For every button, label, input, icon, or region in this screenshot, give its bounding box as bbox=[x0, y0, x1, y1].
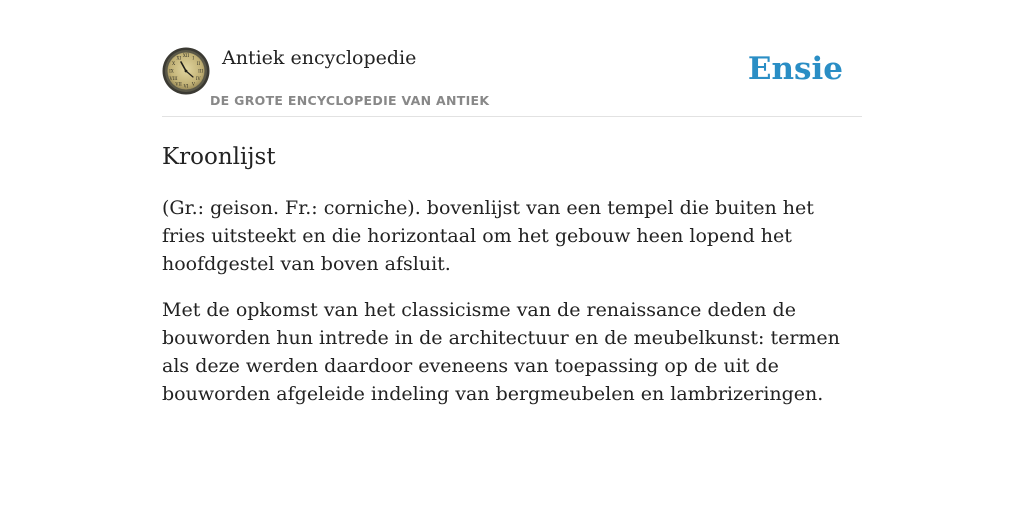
svg-text:I: I bbox=[192, 55, 195, 61]
svg-text:XII: XII bbox=[182, 53, 190, 59]
article bbox=[162, 142, 862, 408]
svg-text:IV: IV bbox=[195, 76, 201, 82]
article-paragraph: Met de opkomst van het classicisme van de renaissance deden de bouworden hun intrede in de architectuur en de meubelkunst: termen als deze werden daardoor eveneens van toepassing op de uit de bouworden afgeleide indeling van bergmeubelen en lambrizeringen. bbox=[162, 299, 840, 405]
svg-text:XI: XI bbox=[176, 55, 182, 61]
site-header bbox=[162, 0, 862, 117]
svg-text:IX: IX bbox=[169, 68, 174, 74]
site-title[interactable]: Antiek encyclopedie bbox=[222, 47, 417, 69]
clock-icon[interactable] bbox=[162, 47, 210, 95]
site-tagline: DE GROTE ENCYCLOPEDIE VAN ANTIEK bbox=[210, 93, 490, 108]
svg-text:VI: VI bbox=[183, 83, 189, 89]
svg-text:X: X bbox=[172, 60, 176, 66]
brand-logo[interactable]: Ensie bbox=[747, 51, 843, 87]
article-paragraph: (Gr.: geison. Fr.: corniche). bovenlijst van een tempel die buiten het fries uitsteekt en die horizontaal om het gebouw heen lopend het hoofdgestel van boven afsluit. bbox=[162, 197, 814, 275]
page bbox=[162, 0, 862, 408]
svg-text:II: II bbox=[196, 60, 201, 66]
article-title: Kroonlijst bbox=[162, 144, 276, 170]
svg-text:VII: VII bbox=[175, 81, 182, 87]
svg-text:V: V bbox=[191, 81, 195, 87]
svg-text:III: III bbox=[198, 68, 204, 74]
svg-text:VIII: VIII bbox=[169, 76, 178, 82]
